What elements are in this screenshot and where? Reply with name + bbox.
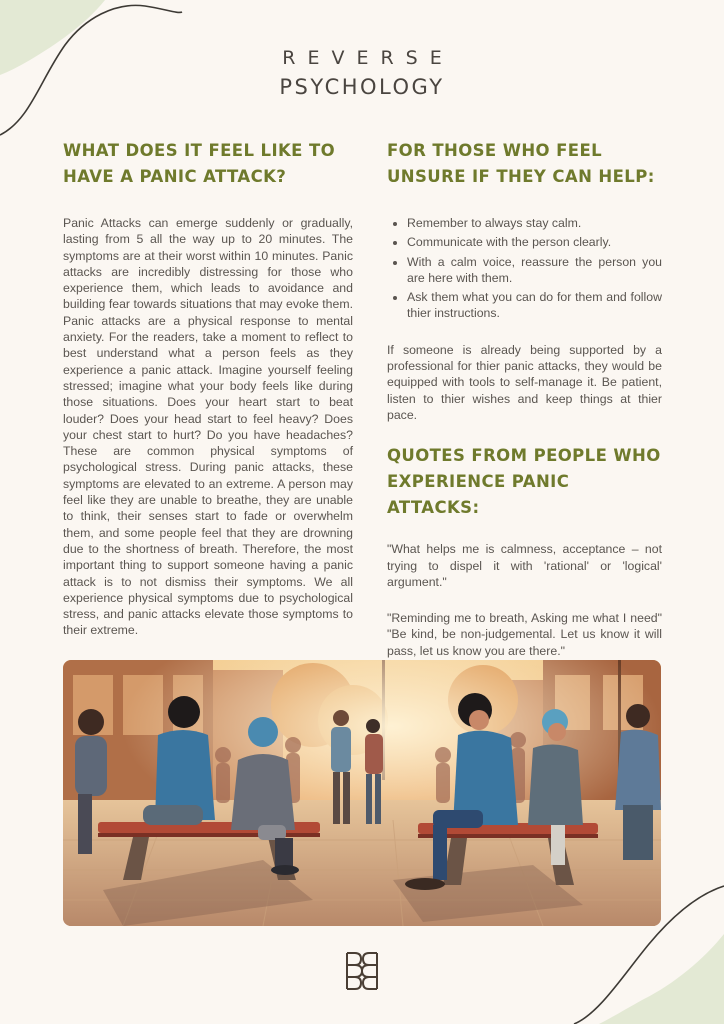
left-heading [63,138,353,190]
list-item: • Ask them what you can do for them and follow thier instructions. [407,289,662,322]
left-heading-line-2: HAVE A PANIC ATTACK? [63,167,287,186]
rp-monogram-logo [344,951,380,991]
right-column [387,138,662,691]
left-column [63,138,353,639]
quotes-heading [387,443,662,521]
help-heading-line-1: FOR THOSE WHO FEEL [387,141,603,160]
professional-support-paragraph: If someone is already being supported by a professional for thier panic attacks, they would be equipped with tools to self-manage it. Be patient, listen to thier wishes and keep things at thier pace. [387,342,662,422]
brand-line-1: REVERSE [282,47,454,69]
quote-1: "What helps me is calmness, acceptance – not trying to dispel it with 'rational' or 'logical' argument." [387,542,662,589]
panic-attack-description: Panic Attacks can emerge suddenly or gradually, lasting from 5 all the way up to 20 minutes. The symptoms are at their worst within 10 minutes. Panic attacks are incredibly distressing for those who experience them, which leads to avoidance and building fear towards situations that may evoke them. Panic attacks are a physical response to mental anxiety. For the readers, take a moment to reflect to best understand what a person feels as they experience a panic attack. Imagine yourself feeling stressed; imagine what your body feels like during those situations. Does your heart start to beat louder? Does your head start to feel heavy? Does your chest start to hurt? Do you have headaches? These are common physical symptoms of psychological stress. During panic attacks, these symptoms are elevated to an extreme. A person may feel like they are unable to breathe, they are unable to think, their senses start to fade or overwhelm them, and some people feel that they are drowning due to the shortness of breath. Therefore, the most important thing to support someone having a panic attack is to not dismiss their symptoms. We all experience physical symptoms due to psychological stress, and panic attacks elevate those symptoms to their extreme. [63,216,353,638]
quotes-heading-line-1: QUOTES FROM PEOPLE WHO [387,446,661,466]
brand-line-2: PSYCHOLOGY [279,75,445,99]
quote-2: "Reminding me to breath, Asking me what I need" "Be kind, be non-judgemental. Let us know it will pass, let us know you are there." [387,611,662,658]
list-item: • Communicate with the person clearly. [407,234,662,250]
help-heading-line-2: UNSURE IF THEY CAN HELP: [387,167,655,186]
tips-list [387,215,662,322]
left-heading-line-1: WHAT DOES IT FEEL LIKE TO [63,141,336,160]
list-item: • Remember to always stay calm. [407,215,662,231]
list-item: • With a calm voice, reassure the person you are here with them. [407,254,662,287]
help-heading [387,138,662,190]
people-on-benches-illustration [63,660,661,926]
brand-logo [0,46,724,101]
quotes-heading-line-2: EXPERIENCE PANIC ATTACKS: [387,472,570,518]
